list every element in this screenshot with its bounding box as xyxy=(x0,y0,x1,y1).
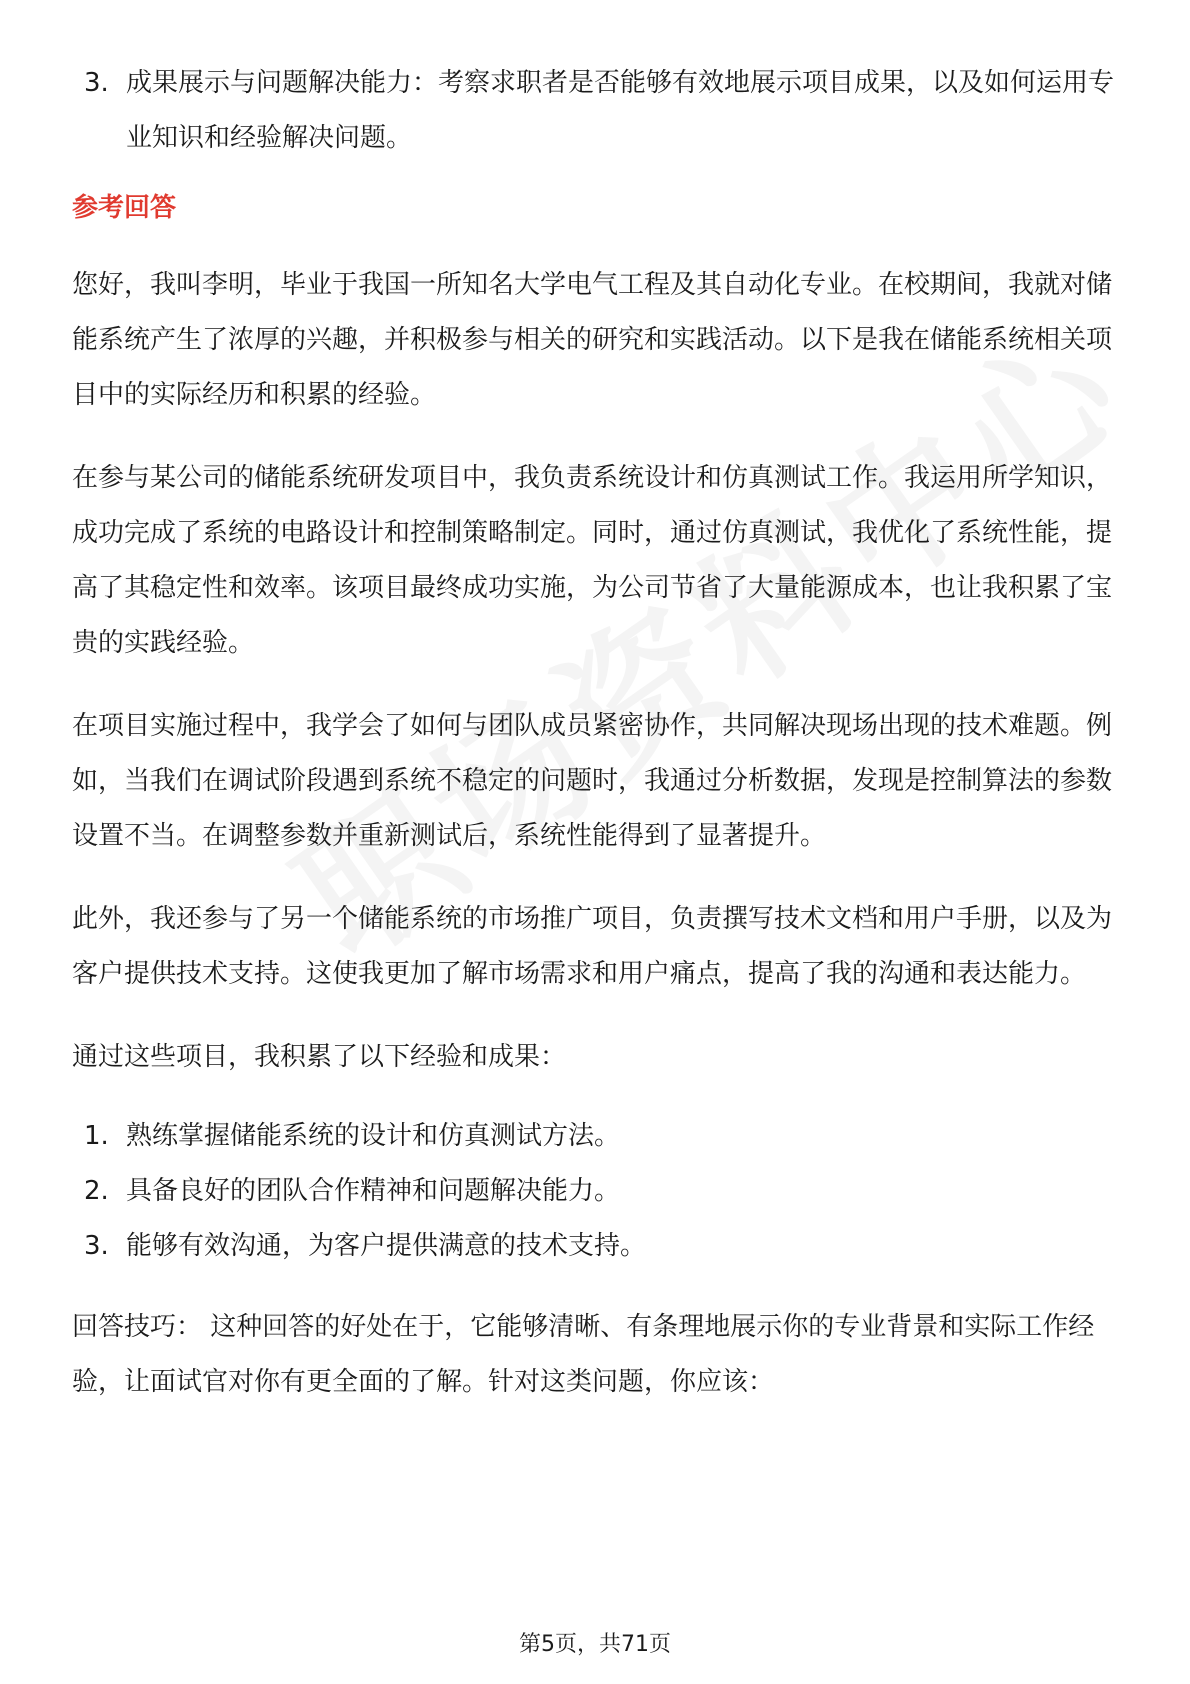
list-item-text: 能够有效沟通，为客户提供满意的技术支持。 xyxy=(126,1231,647,1261)
list-number: 3. xyxy=(84,1231,109,1261)
page-footer: 第5页，共71页 xyxy=(519,1632,671,1657)
paragraph: 通过这些项目，我积累了以下经验和成果： xyxy=(72,1042,567,1072)
paragraph: 在参与某公司的储能系统研发项目中，我负责系统设计和仿真测试工作。我运用所学知识，成功完成了系统的电路设计和控制策略制定。同时，通过仿真测试，我优化了系统性能，提高了其稳定性和效率。该项目最终成功实施，为公司节省了大量能源成本，也让我积累了宝贵的实践经验。 xyxy=(72,463,1113,658)
list-number: 1. xyxy=(84,1121,109,1151)
list-item-text: 熟练掌握储能系统的设计和仿真测试方法。 xyxy=(126,1121,621,1151)
list-number: 2. xyxy=(84,1176,109,1206)
list-item-text: 成果展示与问题解决能力：考察求职者是否能够有效地展示项目成果，以及如何运用专业知识和经验解决问题。 xyxy=(126,68,1115,153)
intro-list-item xyxy=(72,56,1122,166)
list-item-text: 具备良好的团队合作精神和问题解决能力。 xyxy=(126,1176,621,1206)
paragraph: 在项目实施过程中，我学会了如何与团队成员紧密协作，共同解决现场出现的技术难题。例如，当我们在调试阶段遇到系统不稳定的问题时，我通过分析数据，发现是控制算法的参数设置不当。在调整参数并重新测试后，系统性能得到了显著提升。 xyxy=(72,711,1113,851)
list-item xyxy=(72,1164,1122,1219)
page-content xyxy=(72,56,1122,1438)
list-item xyxy=(72,1219,1122,1274)
paragraph: 您好，我叫李明，毕业于我国一所知名大学电气工程及其自动化专业。在校期间，我就对储能系统产生了浓厚的兴趣，并积极参与相关的研究和实践活动。以下是我在储能系统相关项目中的实际经历和积累的经验。 xyxy=(72,270,1113,410)
tip-paragraph: 回答技巧： 这种回答的好处在于，它能够清晰、有条理地展示你的专业背景和实际工作经验，让面试官对你有更全面的了解。针对这类问题，你应该： xyxy=(72,1312,1095,1397)
paragraph: 此外，我还参与了另一个储能系统的市场推广项目，负责撰写技术文档和用户手册，以及为客户提供技术支持。这使我更加了解市场需求和用户痛点，提高了我的沟通和表达能力。 xyxy=(72,904,1113,989)
results-list xyxy=(72,1109,1122,1274)
section-title: 参考回答 xyxy=(72,193,177,223)
list-item xyxy=(72,1109,1122,1164)
list-number: 3. xyxy=(84,68,109,98)
